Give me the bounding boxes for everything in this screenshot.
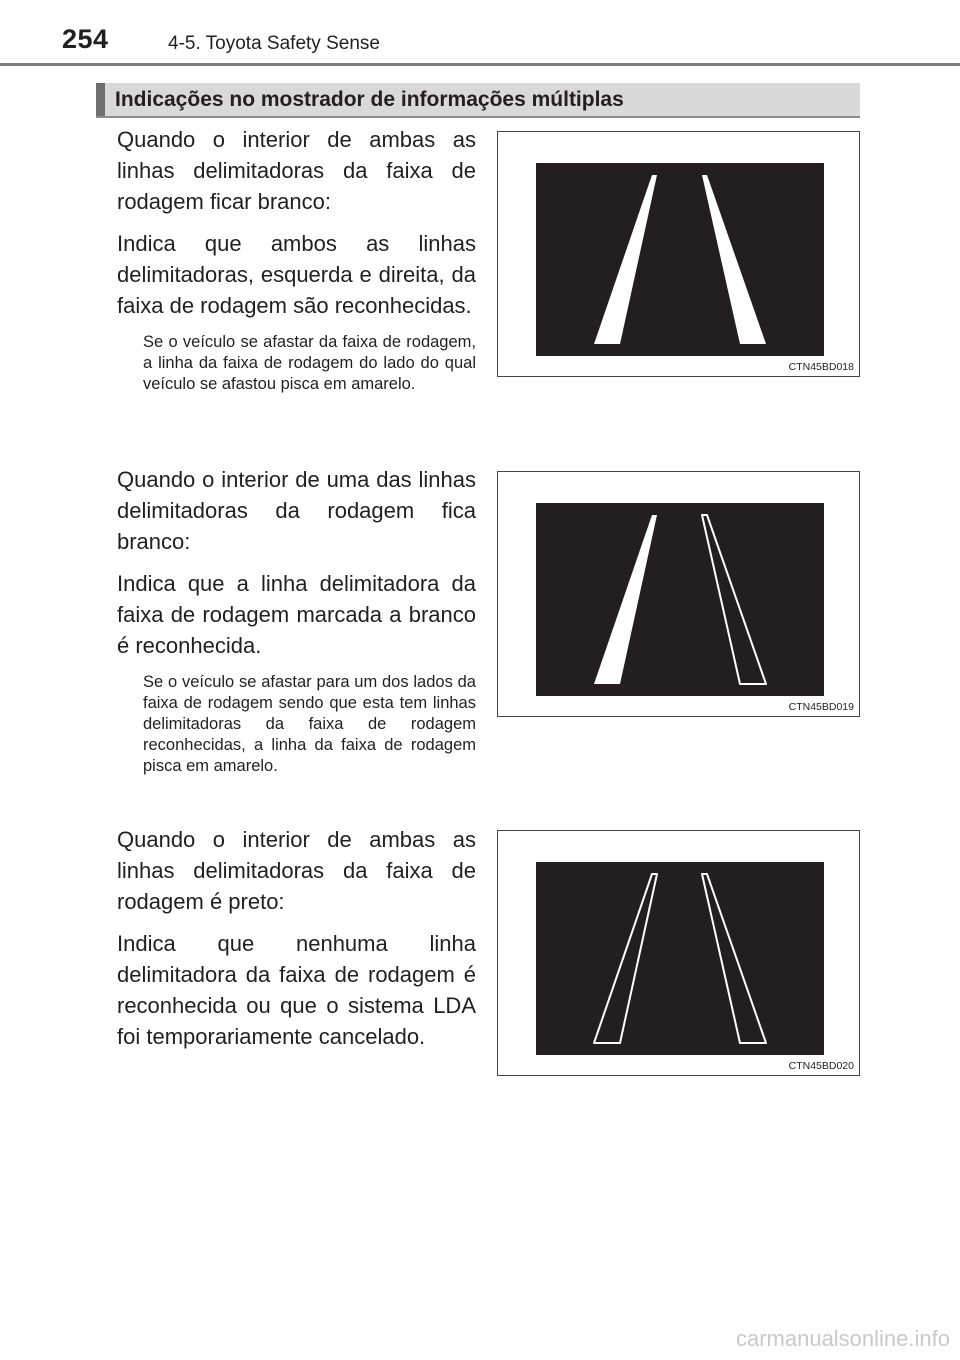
item-3-meaning: Indica que nenhuma linha delimitadora da faixa de rodagem é reconhecida ou que o sistema LDA foi temporariamente cancelado. <box>117 931 476 1049</box>
section-heading-text: Indicações no mostrador de informações múltiplas <box>115 88 624 111</box>
item-1-note: Se o veículo se afastar da faixa de rodagem, a linha da faixa de rodagem do lado do qual veículo se afastou pisca em amarelo. <box>143 333 476 393</box>
display-screen <box>536 503 824 696</box>
figure-code: CTN45BD018 <box>788 361 854 373</box>
lane-lines <box>536 862 824 1055</box>
item-3-text <box>117 824 476 1063</box>
item-1-condition: Quando o interior de ambas as linhas delimitadoras da faixa de rodagem ficar branco: <box>117 127 476 214</box>
item-2-note: Se o veículo se afastar para um dos lados da faixa de rodagem sendo que esta tem linhas delimitadoras da faixa de rodagem reconhecidas, a linha da faixa de rodagem pisca em amarelo. <box>143 673 476 775</box>
figure-code: CTN45BD020 <box>788 1060 854 1072</box>
display-screen <box>536 862 824 1055</box>
right-lane-line <box>702 874 766 1043</box>
right-lane-line <box>702 175 766 344</box>
page-number: 254 <box>62 24 109 54</box>
item-2-meaning: Indica que a linha delimitadora da faixa de rodagem marcada a branco é reconhecida. <box>117 571 476 658</box>
chapter-title: 4-5. Toyota Safety Sense <box>168 33 380 54</box>
left-lane-line <box>594 515 657 684</box>
item-1-figure <box>497 131 860 377</box>
item-1-meaning: Indica que ambos as linhas delimitadoras, esquerda e direita, da faixa de rodagem são reconhecidas. <box>117 231 476 318</box>
section-heading-bar <box>96 83 105 116</box>
display-screen <box>536 163 824 356</box>
watermark: carmanualsonline.info <box>735 1326 950 1351</box>
item-3-figure <box>497 830 860 1076</box>
item-2-condition: Quando o interior de uma das linhas delimitadoras da rodagem fica branco: <box>117 467 476 554</box>
left-lane-line <box>594 874 657 1043</box>
section-heading <box>96 83 860 118</box>
item-2-text <box>117 464 476 777</box>
right-lane-line <box>702 515 766 684</box>
item-3-condition: Quando o interior de ambas as linhas delimitadoras da faixa de rodagem é preto: <box>117 827 476 914</box>
lane-lines <box>536 503 824 696</box>
left-lane-line <box>594 175 657 344</box>
lane-lines <box>536 163 824 356</box>
item-2-figure <box>497 471 860 717</box>
header-rule <box>0 63 960 66</box>
item-1-text <box>117 124 476 395</box>
figure-code: CTN45BD019 <box>788 701 854 713</box>
